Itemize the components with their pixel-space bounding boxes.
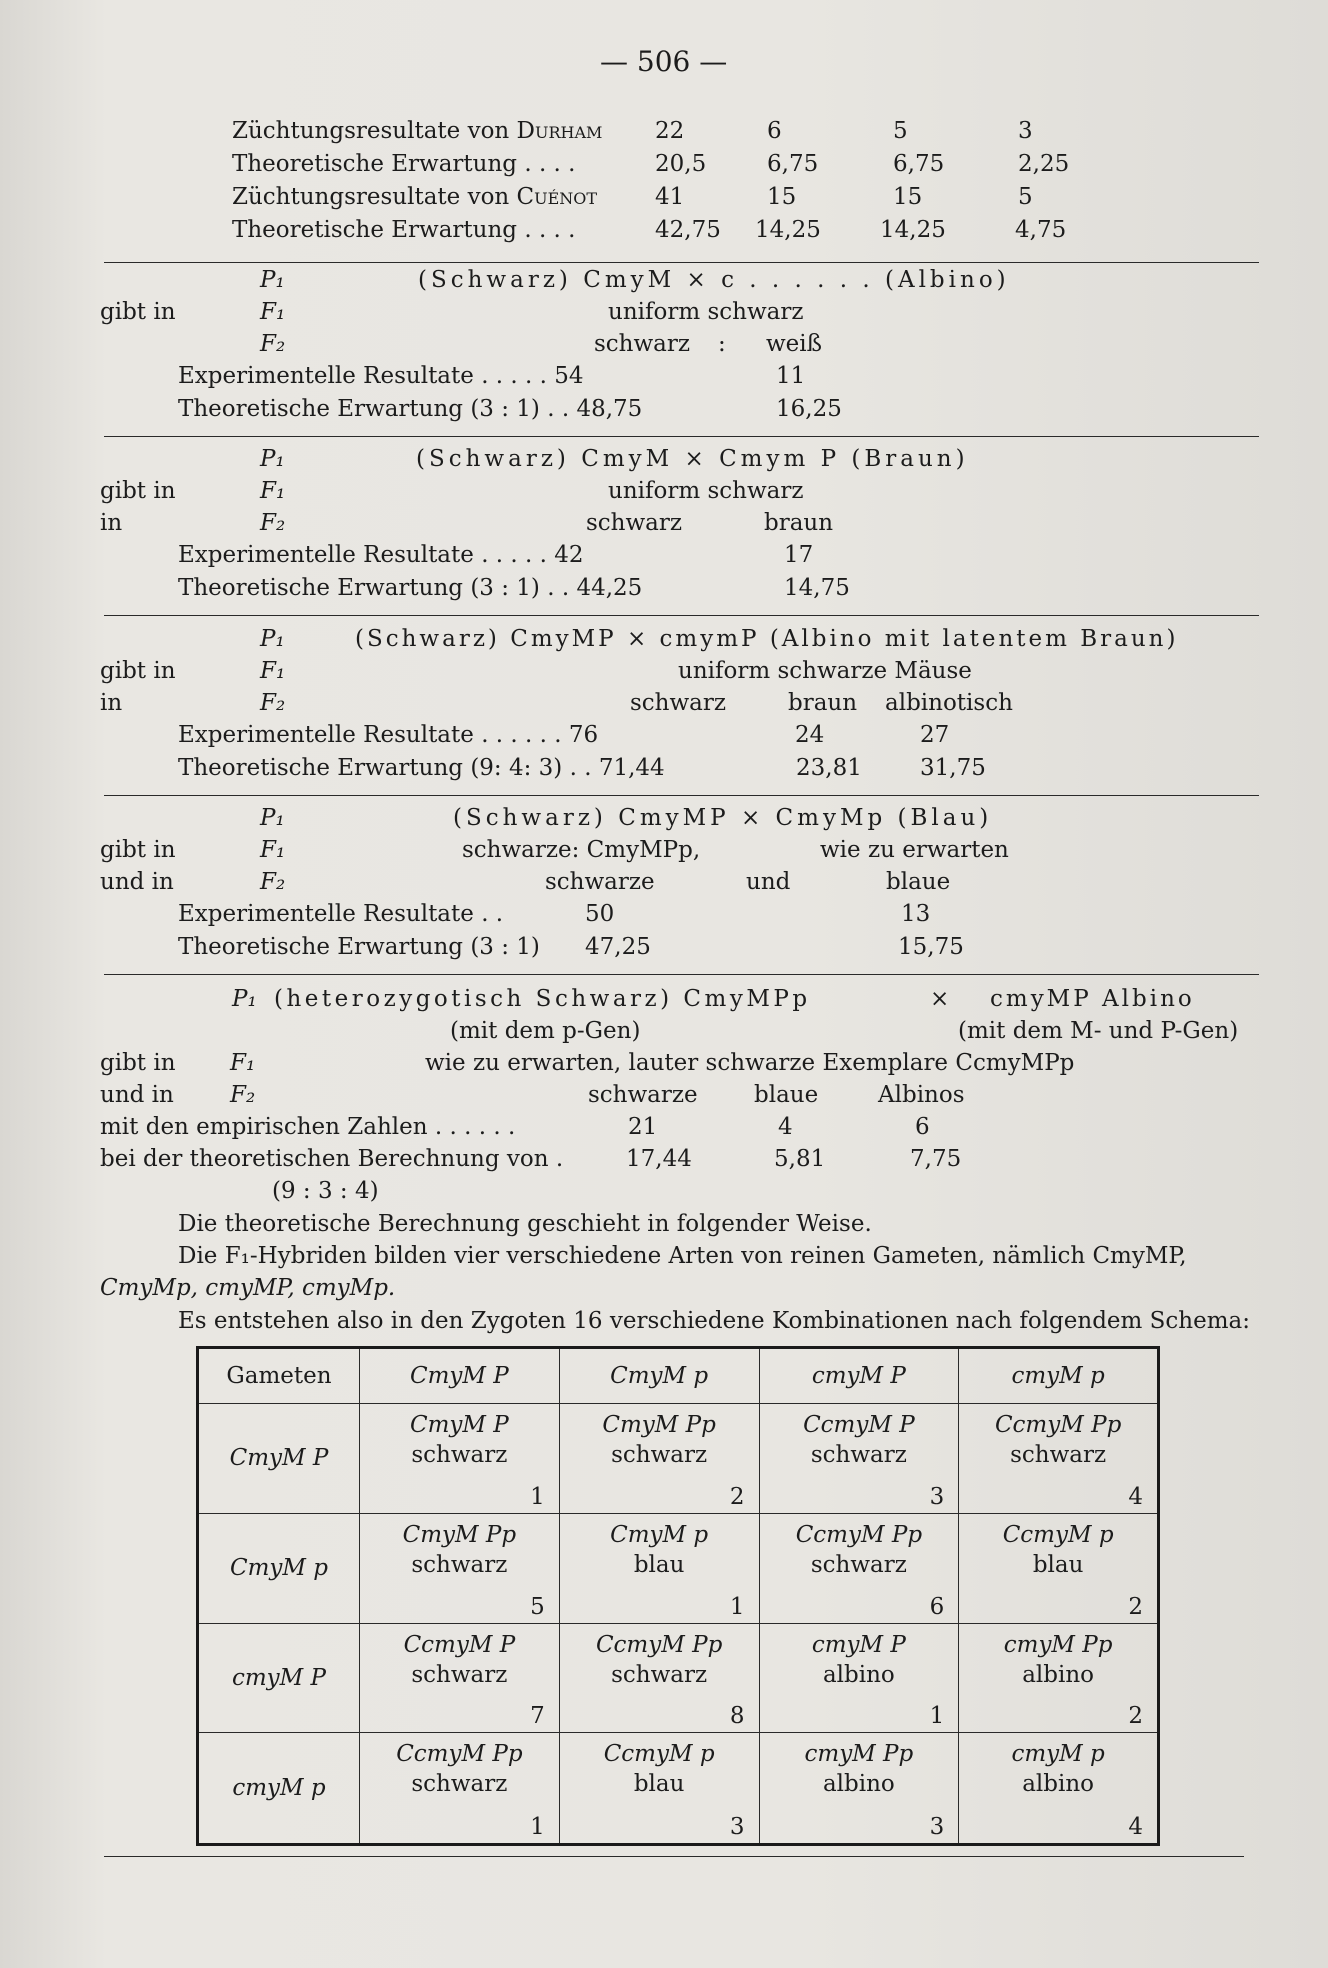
zygote-cell: CmyM P schwarz 1 [360,1404,560,1514]
zygote-cell: CmyM Pp schwarz 5 [360,1513,560,1623]
divider [104,795,1259,796]
gene-note: (mit dem M- und P-Gen) [958,1018,1239,1044]
result-value: 6,75 [893,151,945,177]
ratio-colon: : [718,331,726,357]
result-value: 17,44 [626,1146,692,1172]
experimental-results: Experimentelle Resultate . . . . . . 76 [178,722,599,748]
result-value: 6 [915,1114,930,1140]
result-value: 14,25 [880,217,946,243]
f2-phenotype: schwarz [630,690,727,716]
theoretical-expectation: Theoretische Erwartung (9: 4: 3) . . 71,44 [178,755,665,781]
result-value: 7,75 [910,1146,962,1172]
und-in-label: und in [100,869,174,895]
zygote-cell: CmyM p blau 1 [559,1513,759,1623]
result-value: 31,75 [920,755,986,781]
table-row [198,1733,1159,1845]
f2-label: F₂ [230,1082,256,1108]
row-header: CmyM p [198,1513,360,1623]
cross-parents: (Schwarz) CmyM × c . . . . . . (Albino) [418,267,1010,293]
f2-phenotype: braun [764,510,834,536]
result-row-label: Züchtungsresultate von Cuénot [232,184,598,210]
f2-phenotype: albinotisch [885,690,1013,716]
ratio-label: (9 : 3 : 4) [272,1178,379,1204]
cross-parents: (heterozygotisch Schwarz) CmyMPp [274,986,811,1012]
f2-label: F₂ [260,510,286,536]
result-value: 6 [767,118,782,144]
zygote-cell: CcmyM p blau 2 [959,1513,1159,1623]
result-row-label: Theoretische Erwartung . . . . [232,217,576,243]
table-header-row [198,1348,1159,1404]
paragraph: CmyMp, cmyMP, cmyMp. [100,1275,396,1301]
zygote-cell: cmyM p albino 4 [959,1733,1159,1845]
f1-result: uniform schwarz [608,478,804,504]
result-value: 2,25 [1018,151,1070,177]
f1-result: schwarze: CmyMPp, [462,837,701,863]
zygote-cell: CcmyM Pp schwarz 6 [759,1513,959,1623]
p1-label: P₁ [232,986,257,1012]
theoretical-expectation: Theoretische Erwartung (3 : 1) . . 44,25 [178,575,643,601]
f1-label: F₁ [260,478,286,504]
result-value: 5,81 [774,1146,826,1172]
f2-phenotype: braun [788,690,858,716]
zygote-cell: CcmyM P schwarz 7 [360,1623,560,1733]
p1-label: P₁ [260,805,285,831]
result-value: 42,75 [655,217,721,243]
column-header: cmyM p [959,1348,1159,1404]
result-value: 15 [893,184,923,210]
p1-label: P₁ [260,267,285,293]
result-value: 47,25 [585,934,651,960]
cross-parents: (Schwarz) CmyMP × cmymP (Albino mit latentem Braun) [355,626,1179,652]
f2-phenotype: schwarz [586,510,683,536]
f1-label: F₁ [230,1050,256,1076]
zygote-cell: CcmyM P schwarz 3 [759,1404,959,1514]
cross-symbol: × [930,986,950,1012]
zygote-cell: CcmyM Pp schwarz 4 [959,1404,1159,1514]
theoretical-expectation: Theoretische Erwartung (3 : 1) . . 48,75 [178,396,643,422]
f1-label: F₁ [260,837,286,863]
row-header: cmyM p [198,1733,360,1845]
result-value: 4,75 [1015,217,1067,243]
und-in-label: und in [100,1082,174,1108]
f2-phenotype: schwarz [594,331,691,357]
result-value: 17 [784,542,814,568]
result-value: 6,75 [767,151,819,177]
cross-parents: (Schwarz) CmyM × Cmym P (Braun) [416,446,969,472]
result-value: 3 [1018,118,1033,144]
divider [104,436,1259,437]
zygote-cell: CmyM Pp schwarz 2 [559,1404,759,1514]
column-header: CmyM P [360,1348,560,1404]
result-value: 23,81 [796,755,862,781]
f1-result: wie zu erwarten, lauter schwarze Exemplare CcmyMPp [425,1050,1075,1076]
divider [104,615,1259,616]
row-header: CmyM P [198,1404,360,1514]
f2-label: F₂ [260,690,286,716]
f2-phenotype: blaue [754,1082,819,1108]
f1-result: uniform schwarz [608,299,804,325]
gibt-in-label: gibt in [100,478,176,504]
experimental-results: Experimentelle Resultate . . [178,901,504,927]
in-label: in [100,690,123,716]
result-value: 5 [1018,184,1033,210]
result-value: 21 [628,1114,658,1140]
f2-label: F₂ [260,331,286,357]
result-value: 16,25 [776,396,842,422]
zygote-cell: cmyM P albino 1 [759,1623,959,1733]
paragraph: Es entstehen also in den Zygoten 16 verschiedene Kombinationen nach folgendem Schema: [178,1308,1250,1334]
result-value: 41 [655,184,685,210]
table-row [198,1404,1159,1514]
result-value: 50 [585,901,615,927]
paragraph: Die F₁-Hybriden bilden vier verschiedene Arten von reinen Gameten, nämlich CmyMP, [178,1243,1187,1269]
result-value: 5 [893,118,908,144]
zygote-cell: CcmyM Pp schwarz 1 [360,1733,560,1845]
gibt-in-label: gibt in [100,658,176,684]
p1-label: P₁ [260,626,285,652]
gene-note: (mit dem p-Gen) [450,1018,641,1044]
f1-result: uniform schwarze Mäuse [678,658,972,684]
in-label: in [100,510,123,536]
cross-parents: (Schwarz) CmyMP × CmyMp (Blau) [453,805,993,831]
column-header: cmyM P [759,1348,959,1404]
zygote-cell: cmyM Pp albino 2 [959,1623,1159,1733]
result-value: 14,25 [755,217,821,243]
p1-label: P₁ [260,446,285,472]
table-row [198,1513,1159,1623]
f2-label: F₂ [260,869,286,895]
zygote-cell: cmyM Pp albino 3 [759,1733,959,1845]
divider [104,974,1259,975]
result-row-label: Züchtungsresultate von Durham [232,118,603,144]
result-value: 14,75 [784,575,850,601]
f2-phenotype: Albinos [878,1082,965,1108]
result-value: 15,75 [898,934,964,960]
table-row [198,1623,1159,1733]
divider [104,262,1259,263]
theoretical-expectation: Theoretische Erwartung (3 : 1) [178,934,540,960]
divider [104,1856,1244,1857]
result-value: 15 [767,184,797,210]
corner-cell: Gameten [198,1348,360,1404]
result-value: 27 [920,722,950,748]
paragraph: Die theoretische Berechnung geschieht in folgender Weise. [178,1211,872,1237]
f2-phenotype: blaue [886,869,951,895]
result-value: 11 [776,363,806,389]
page-number: — 506 — [600,45,728,78]
f1-label: F₁ [260,658,286,684]
result-value: 24 [795,722,825,748]
f2-phenotype: schwarze [545,869,655,895]
zygote-cell: CcmyM p blau 3 [559,1733,759,1845]
gamete-combination-table [196,1346,1160,1846]
zygote-cell: CcmyM Pp schwarz 8 [559,1623,759,1733]
gibt-in-label: gibt in [100,1050,176,1076]
f1-note: wie zu erwarten [820,837,1009,863]
result-value: 4 [778,1114,793,1140]
gibt-in-label: gibt in [100,299,176,325]
column-header: CmyM p [559,1348,759,1404]
result-row-label: Theoretische Erwartung . . . . [232,151,576,177]
result-value: 22 [655,118,685,144]
row-header: cmyM P [198,1623,360,1733]
gibt-in-label: gibt in [100,837,176,863]
result-value: 13 [901,901,931,927]
f2-phenotype: weiß [766,331,823,357]
und-label: und [746,869,791,895]
theoretical-calculation: bei der theoretischen Berechnung von . [100,1146,564,1172]
f2-phenotype: schwarze [588,1082,698,1108]
result-value: 20,5 [655,151,707,177]
cross-parents: cmyMP Albino [990,986,1195,1012]
f1-label: F₁ [260,299,286,325]
experimental-results: Experimentelle Resultate . . . . . 42 [178,542,584,568]
empirical-numbers: mit den empirischen Zahlen . . . . . . [100,1114,516,1140]
experimental-results: Experimentelle Resultate . . . . . 54 [178,363,584,389]
